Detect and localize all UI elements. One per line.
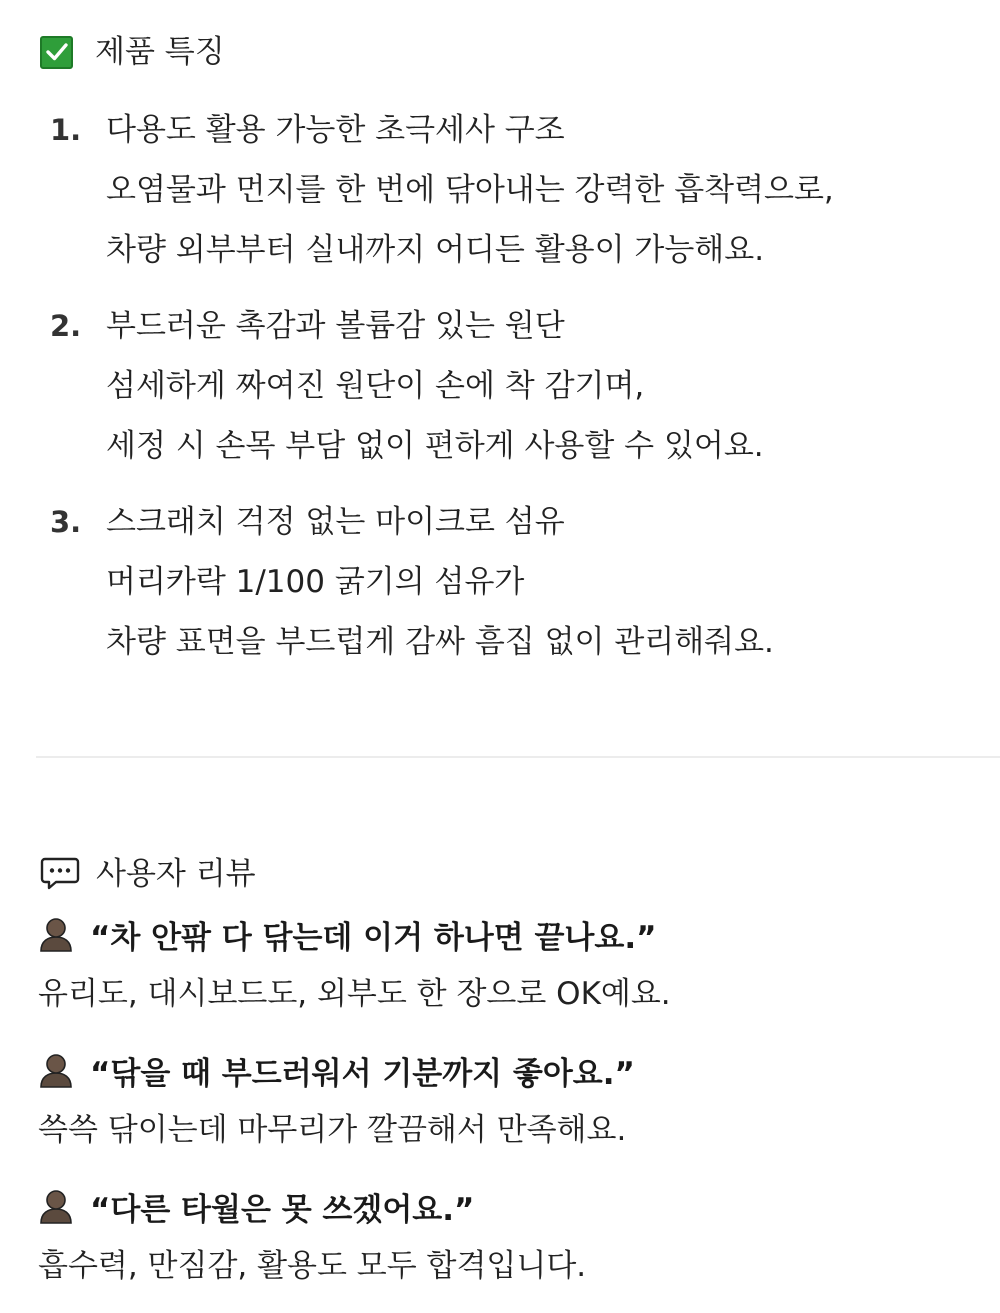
feature-description-line: 오염물과 먼지를 한 번에 닦아내는 강력한 흡착력으로,	[106, 172, 834, 208]
person-icon	[38, 1188, 74, 1224]
speech-bubble-icon	[40, 856, 80, 892]
review-body: 유리도, 대시보드도, 외부도 한 장으로 OK예요.	[38, 976, 671, 1012]
section-divider	[36, 756, 1000, 758]
features-heading-text: 제품 특징	[95, 34, 225, 70]
feature-number: 3.	[50, 505, 82, 539]
review-quote: “차 안팎 다 닦는데 이거 하나면 끝나요.”	[90, 919, 657, 956]
review-item	[38, 1040, 988, 1160]
feature-number: 2.	[50, 309, 82, 343]
check-mark-icon	[40, 36, 73, 69]
feature-title: 다용도 활용 가능한 초극세사 구조	[106, 112, 565, 148]
review-item	[38, 904, 988, 1024]
features-heading	[40, 30, 225, 74]
feature-description-line: 차량 외부부터 실내까지 어디든 활용이 가능해요.	[106, 232, 765, 268]
review-body: 흡수력, 만짐감, 활용도 모두 합격입니다.	[38, 1248, 587, 1284]
person-icon	[38, 916, 74, 952]
person-icon	[38, 1052, 74, 1088]
reviews-heading	[40, 852, 256, 896]
feature-title: 부드러운 촉감과 볼륨감 있는 원단	[106, 308, 565, 344]
feature-description-line: 머리카락 1/100 굵기의 섬유가	[106, 564, 525, 600]
reviews-heading-text: 사용자 리뷰	[96, 856, 256, 892]
review-quote: “닦을 때 부드러워서 기분까지 좋아요.”	[90, 1055, 635, 1092]
review-body: 쓱쓱 닦이는데 마무리가 깔끔해서 만족해요.	[38, 1112, 627, 1148]
feature-number: 1.	[50, 113, 82, 147]
feature-title: 스크래치 걱정 없는 마이크로 섬유	[106, 504, 565, 540]
feature-description-line: 차량 표면을 부드럽게 감싸 흠집 없이 관리해줘요.	[106, 624, 774, 660]
review-quote: “다른 타월은 못 쓰겠어요.”	[90, 1191, 475, 1228]
review-item	[38, 1176, 988, 1296]
feature-description-line: 세정 시 손목 부담 없이 편하게 사용할 수 있어요.	[106, 428, 764, 464]
feature-description-line: 섬세하게 짜여진 원단이 손에 착 감기며,	[106, 368, 645, 404]
